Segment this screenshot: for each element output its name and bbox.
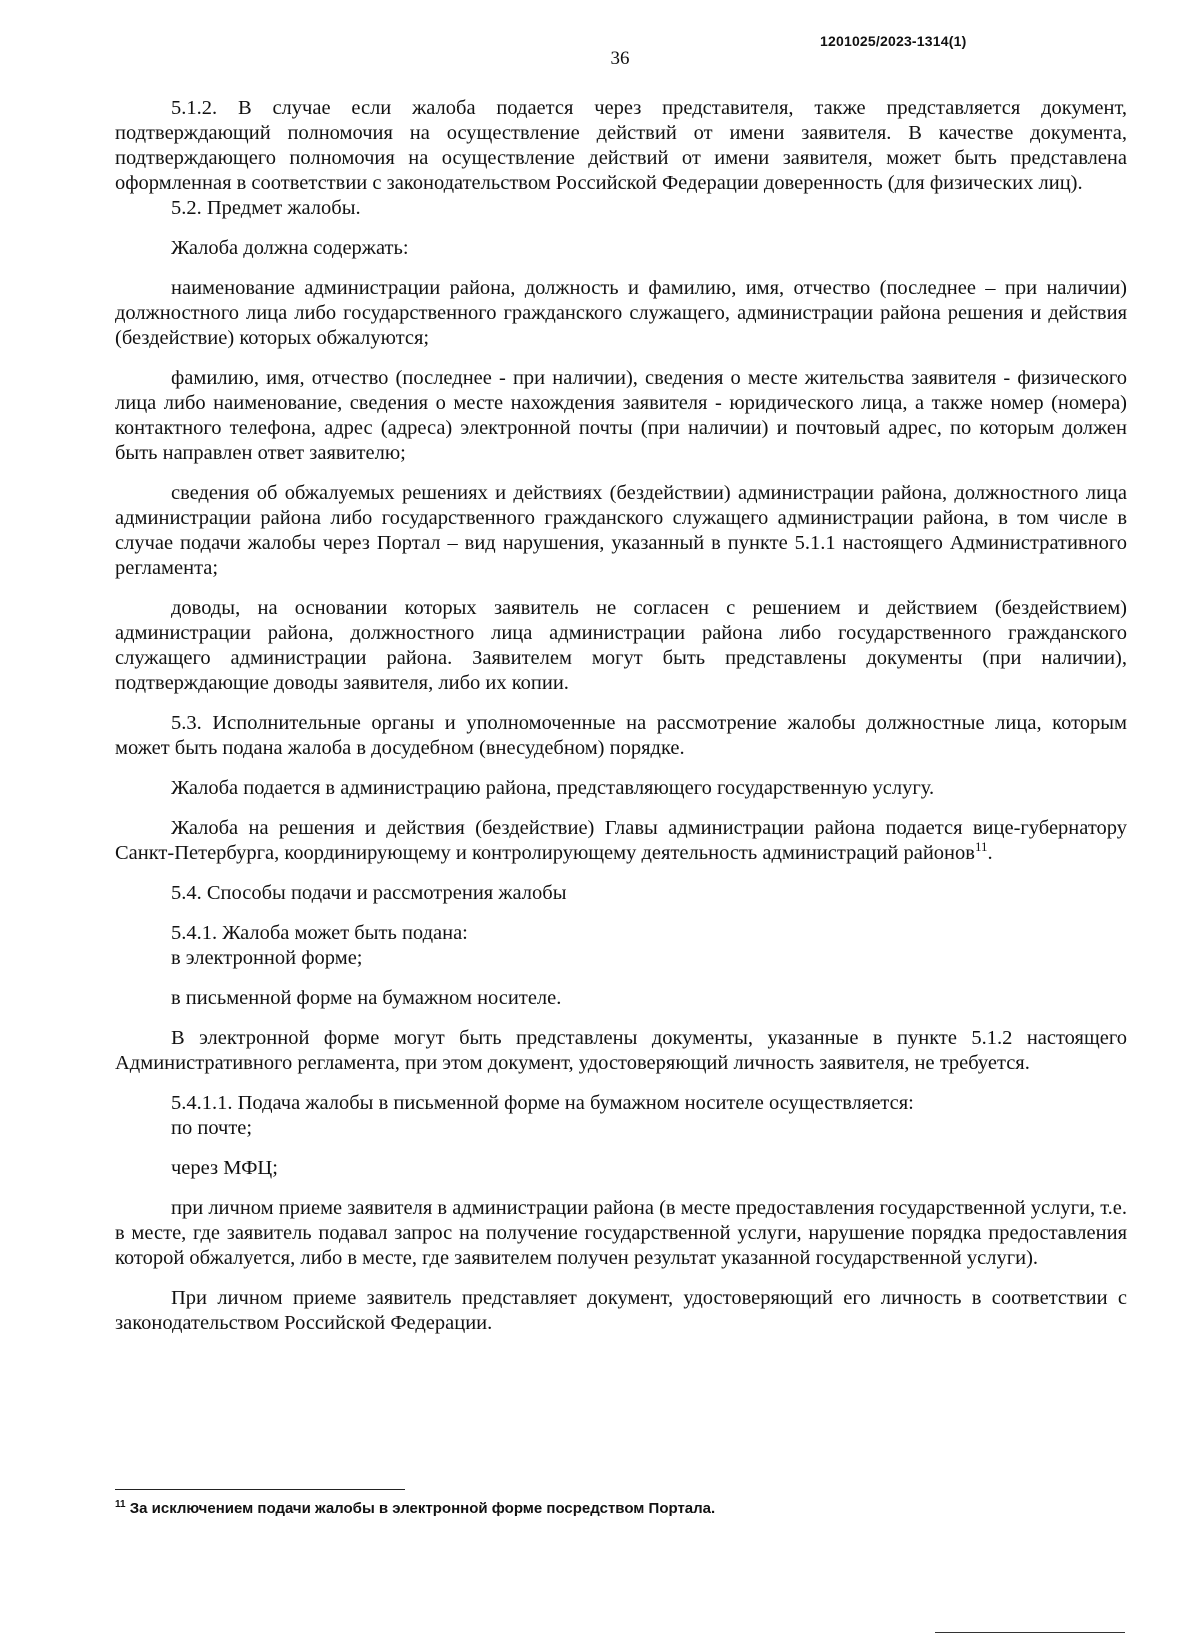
list-item-personal-reception: при личном приеме заявителя в администрации района (в месте предоставления государственной услуги, т.е. в месте, где заявитель подавал запрос на получение государственной услуги, нарушение порядка предоставления которой обжалуется, либо в месте, где заявителем получен результат указанной государственной услуги). bbox=[115, 1197, 1127, 1269]
paragraph-identity-document: При личном приеме заявитель представляет документ, удостоверяющий его личность в соответствии с законодательством Российской Федерации. bbox=[115, 1287, 1127, 1334]
document-registration-number: 1201025/2023-1314(1) bbox=[820, 33, 967, 49]
heading-5-3: 5.3. Исполнительные органы и уполномоченные на рассмотрение жалобы должностные лица, которым может быть подана жалоба в досудебном (внесудебном) порядке. bbox=[115, 712, 1127, 759]
paragraph-complaint-on-head-text: Жалоба на решения и действия (бездействие) Главы администрации района подается вице-губернатору Санкт-Петербурга, координирующему и контролирующему деятельность администраций районов bbox=[115, 817, 1127, 864]
list-item-paper-form: в письменной форме на бумажном носителе. bbox=[171, 987, 562, 1009]
bottom-edge-line bbox=[935, 1632, 1125, 1633]
list-item-by-post: по почте; bbox=[171, 1117, 253, 1139]
heading-5-2: 5.2. Предмет жалобы. bbox=[171, 197, 361, 219]
paragraph-electronic-documents: В электронной форме могут быть представлены документы, указанные в пункте 5.1.2 настоящего Административного регламента, при этом документ, удостоверяющий личность заявителя, не требуется. bbox=[115, 1027, 1127, 1074]
footnote-reference: 11 bbox=[974, 839, 988, 855]
footnote-divider bbox=[115, 1489, 405, 1490]
page-number: 36 bbox=[610, 48, 630, 69]
footnote-marker: 11 bbox=[115, 1499, 126, 1510]
list-item-arguments: доводы, на основании которых заявитель не согласен с решением и действием (бездействием) администрации района, должностного лица администрации района либо государственного гражданского служащего администрации района. Заявителем могут быть представлены документы (при наличии), подтверждающие доводы заявителя, либо их копии. bbox=[115, 597, 1127, 694]
footnote bbox=[115, 1499, 1115, 1517]
heading-5-4-1-1: 5.4.1.1. Подача жалобы в письменной форме на бумажном носителе осуществляется: bbox=[171, 1092, 914, 1114]
paragraph-complaint-contents-intro: Жалоба должна содержать: bbox=[171, 237, 409, 259]
list-item-electronic-form: в электронной форме; bbox=[171, 947, 363, 969]
heading-5-4: 5.4. Способы подачи и рассмотрения жалобы bbox=[171, 882, 567, 904]
list-item-applicant-details: фамилию, имя, отчество (последнее - при наличии), сведения о месте жительства заявителя - физического лица либо наименование, сведения о месте нахождения заявителя - юридического лица, а также номер (номера) контактного телефона, адрес (адреса) электронной почты (при наличии) и почтовый адрес, по которым должен быть направлен ответ заявителю; bbox=[115, 367, 1127, 464]
paragraph-complaint-submitted-to: Жалоба подается в администрацию района, представляющего государственную услугу. bbox=[171, 777, 935, 799]
paragraph-complaint-on-head bbox=[115, 816, 1127, 866]
list-item-administration-name: наименование администрации района, должность и фамилию, имя, отчество (последнее – при наличии) должностного лица либо государственного гражданского служащего, администрации района решения и действия (бездействие) которых обжалуются; bbox=[115, 277, 1127, 349]
list-item-appealed-decisions: сведения об обжалуемых решениях и действиях (бездействии) администрации района, должностного лица администрации района либо государственного гражданского служащего администрации района, в том числе в случае подачи жалобы через Портал – вид нарушения, указанный в пункте 5.1.1 настоящего Административного регламента; bbox=[115, 482, 1127, 579]
footnote-reference-trail: . bbox=[987, 842, 993, 864]
heading-5-4-1: 5.4.1. Жалоба может быть подана: bbox=[171, 922, 468, 944]
paragraph-5-1-2: 5.1.2. В случае если жалоба подается через представителя, также представляется документ, подтверждающий полномочия на осуществление действий от имени заявителя. В качестве документа, подтверждающего полномочия на осуществление действий от имени заявителя, может быть представлена оформленная в соответствии с законодательством Российской Федерации доверенность (для физических лиц). bbox=[115, 97, 1127, 194]
list-item-via-mfc: через МФЦ; bbox=[171, 1157, 278, 1179]
footnote-text: За исключением подачи жалобы в электронной форме посредством Портала. bbox=[125, 1500, 716, 1517]
document-body bbox=[115, 96, 1127, 1351]
